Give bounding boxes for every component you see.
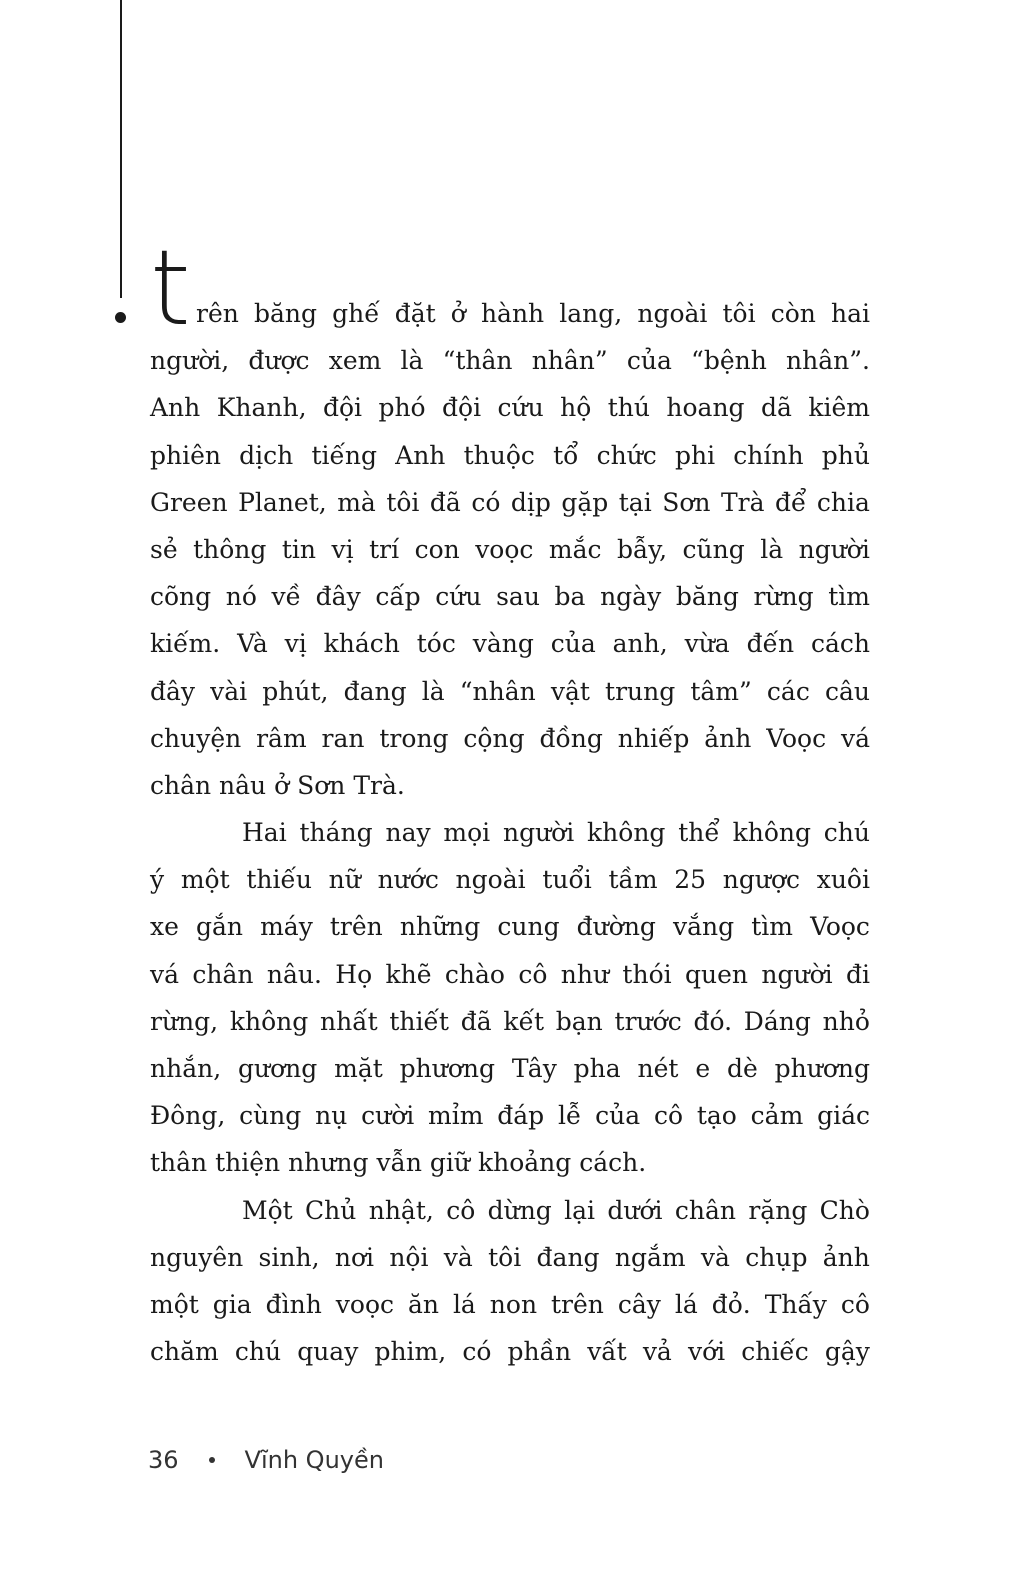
word: một xyxy=(180,865,230,895)
word: chuyện xyxy=(150,723,242,753)
word: cung xyxy=(497,912,560,942)
word: nay xyxy=(385,818,431,848)
word: trí xyxy=(369,534,400,564)
word: “thân xyxy=(442,346,513,376)
word: cứu xyxy=(435,582,482,612)
word: Và xyxy=(237,629,268,659)
text-line xyxy=(150,573,870,620)
word: nguyên xyxy=(150,1242,244,1272)
word: Một xyxy=(242,1195,293,1225)
word: đã xyxy=(460,1006,492,1036)
word: tìm xyxy=(751,912,793,942)
word: Đông, xyxy=(150,1101,226,1131)
text-line xyxy=(150,1187,870,1234)
word: với xyxy=(687,1337,726,1367)
word: phó xyxy=(378,393,426,423)
word: tôi xyxy=(488,1242,522,1272)
word: nụ xyxy=(315,1101,348,1131)
word: anh, xyxy=(612,629,668,659)
word: ăn xyxy=(407,1289,439,1319)
word: nhiếp xyxy=(617,723,690,753)
word: trên xyxy=(551,1289,604,1319)
word: cười xyxy=(361,1101,415,1131)
word: vị xyxy=(331,534,354,564)
word: máy xyxy=(260,912,313,942)
word: ở xyxy=(450,299,466,328)
word: nhật, xyxy=(368,1195,434,1225)
word: cảm xyxy=(750,1101,804,1131)
word: ngược xyxy=(722,865,801,895)
word: Sơn xyxy=(662,487,711,517)
word: là xyxy=(421,676,445,706)
word: dịch xyxy=(239,440,294,470)
text-line xyxy=(150,337,870,384)
word: tôi xyxy=(386,487,420,517)
text-line xyxy=(150,903,870,950)
word: Anh xyxy=(150,393,201,423)
word: đã xyxy=(429,487,461,517)
word: ran xyxy=(321,723,365,753)
word: đường xyxy=(576,912,656,942)
drop-cap: t xyxy=(150,227,191,349)
word: phần xyxy=(507,1337,572,1367)
word: Planet, xyxy=(238,487,327,517)
word: 25 xyxy=(674,865,707,895)
word: Thấy xyxy=(764,1289,827,1319)
word: Green xyxy=(150,487,228,517)
page-footer xyxy=(148,1446,384,1474)
word: lễ xyxy=(557,1101,582,1131)
word: dịp xyxy=(510,487,551,517)
word: xuôi xyxy=(816,865,870,895)
word: bẫy, xyxy=(616,534,668,564)
word: đáp xyxy=(497,1101,545,1131)
word: chiếc xyxy=(741,1337,809,1367)
word: trong xyxy=(379,723,449,753)
text-line xyxy=(150,432,870,479)
word: tin xyxy=(281,534,317,564)
word: vất xyxy=(587,1337,627,1367)
word: vàng xyxy=(472,629,534,659)
word: trung xyxy=(605,676,676,706)
word: kết xyxy=(503,1006,544,1036)
text-line xyxy=(150,1092,870,1139)
word: cộng xyxy=(463,723,525,753)
word: cõng xyxy=(150,582,212,612)
word: cô xyxy=(518,959,548,989)
word: đây xyxy=(315,582,361,612)
word: Anh xyxy=(395,440,446,470)
word: dã xyxy=(760,393,792,423)
text-line xyxy=(150,998,870,1045)
word: rặng xyxy=(748,1195,808,1225)
word: chào xyxy=(444,959,505,989)
word: hai xyxy=(830,299,870,328)
word: băng xyxy=(253,299,317,328)
word: quay xyxy=(297,1337,359,1367)
word: “bệnh xyxy=(691,346,767,376)
word: đi xyxy=(845,959,870,989)
word: đỏ. xyxy=(711,1289,751,1319)
word: cấp xyxy=(375,582,421,612)
text-line xyxy=(150,1234,870,1281)
word: thiếu xyxy=(246,865,312,895)
word: phương xyxy=(774,1054,870,1083)
word: cách xyxy=(810,629,870,659)
word: và xyxy=(700,1242,730,1272)
word: nhỏ xyxy=(822,1006,870,1036)
word: câu xyxy=(824,676,870,706)
word: ý xyxy=(150,865,165,895)
word: ngắm xyxy=(614,1242,686,1272)
word: Voọc xyxy=(810,912,870,942)
word: nội xyxy=(389,1242,429,1272)
word: nhắn, xyxy=(150,1054,222,1083)
word: thói xyxy=(622,959,672,989)
word: đây xyxy=(150,676,196,706)
word: nơi xyxy=(334,1242,374,1272)
word: xem xyxy=(328,346,382,376)
word: người xyxy=(798,534,870,564)
word: chân xyxy=(192,959,254,989)
word: dè xyxy=(726,1054,758,1083)
text-line xyxy=(150,620,870,667)
word: đồng xyxy=(539,723,603,753)
word: đang xyxy=(536,1242,600,1272)
word: lang, xyxy=(559,299,623,328)
word: người xyxy=(761,959,833,989)
word: đặt xyxy=(394,299,436,328)
word: non xyxy=(489,1289,538,1319)
word: những xyxy=(399,912,481,942)
word: cùng xyxy=(239,1101,302,1131)
word: không xyxy=(732,818,811,848)
word: cô xyxy=(446,1195,476,1225)
word: bạn xyxy=(555,1006,603,1036)
word: người, xyxy=(150,346,230,376)
word: hoang xyxy=(666,393,745,423)
word: kiêm xyxy=(808,393,870,423)
word: quen xyxy=(684,959,748,989)
word: con xyxy=(414,534,460,564)
word: đội xyxy=(442,393,482,423)
word: tâm” xyxy=(690,676,752,706)
word: cây xyxy=(617,1289,661,1319)
word: như xyxy=(560,959,610,989)
word: Tây xyxy=(511,1054,557,1083)
word: tiếng xyxy=(311,440,377,470)
word: là xyxy=(760,534,784,564)
word: và xyxy=(443,1242,473,1272)
word: nét xyxy=(637,1054,679,1083)
word: lá xyxy=(674,1289,698,1319)
word: dừng xyxy=(487,1195,552,1225)
word: Chủ xyxy=(305,1195,357,1225)
word: dưới xyxy=(607,1195,663,1225)
text-line: thân thiện nhưng vẫn giữ khoảng cách. xyxy=(150,1148,647,1178)
word: về xyxy=(271,582,302,612)
word: của xyxy=(595,1101,641,1131)
word: vật xyxy=(550,676,590,706)
word: tuổi xyxy=(542,865,592,895)
word: xe xyxy=(150,912,179,942)
word: tại xyxy=(618,487,652,517)
word: sẻ xyxy=(150,534,178,564)
word: đình xyxy=(265,1289,322,1319)
word: mặt xyxy=(334,1054,383,1083)
word: tóc xyxy=(416,629,456,659)
word: vắng xyxy=(673,912,735,942)
word: tìm xyxy=(828,582,870,612)
word: cũng xyxy=(682,534,745,564)
word: cô xyxy=(840,1289,870,1319)
word: e xyxy=(695,1054,711,1083)
word: râm xyxy=(256,723,307,753)
body-text xyxy=(150,290,870,1375)
word: chân xyxy=(674,1195,737,1225)
word: tổ xyxy=(553,440,579,470)
page-number: 36 xyxy=(148,1446,179,1474)
word: giác xyxy=(817,1101,870,1131)
word: đó. xyxy=(693,1006,733,1036)
word: vài xyxy=(210,676,248,706)
word: kiếm. xyxy=(150,629,221,659)
word: nó xyxy=(225,582,257,612)
word: băng xyxy=(675,582,739,612)
word: nhân” xyxy=(531,346,608,376)
word: phương xyxy=(399,1054,495,1083)
word: tầm xyxy=(608,865,658,895)
word: gắn xyxy=(195,912,243,942)
word: Voọc xyxy=(766,723,827,753)
word: voọc xyxy=(335,1289,395,1319)
word: chia xyxy=(816,487,870,517)
text-line: chân nâu ở Sơn Trà. xyxy=(150,770,405,800)
text-line xyxy=(150,1281,870,1328)
word: vừa xyxy=(684,629,730,659)
word: một xyxy=(150,1289,199,1319)
word: phim, xyxy=(374,1337,447,1367)
word: mà xyxy=(337,487,376,517)
word: thiết xyxy=(389,1006,449,1036)
word: còn xyxy=(770,299,816,328)
word: mọi xyxy=(443,818,491,848)
word: vá xyxy=(840,723,870,753)
word: của xyxy=(550,629,596,659)
word: thể xyxy=(678,818,720,848)
word: nữ xyxy=(328,865,361,895)
word: chức xyxy=(596,440,657,470)
text-line xyxy=(150,479,870,526)
word: Trà xyxy=(720,487,765,517)
word: trên xyxy=(329,912,383,942)
word: phiên xyxy=(150,440,221,470)
word: hành xyxy=(480,299,545,328)
word: trước xyxy=(614,1006,682,1036)
word: ngoài xyxy=(455,865,526,895)
word: ảnh xyxy=(822,1242,870,1272)
word: chăm xyxy=(150,1337,219,1367)
margin-rule xyxy=(120,0,122,298)
text-line xyxy=(150,1328,870,1375)
text-line xyxy=(150,384,870,431)
text-line xyxy=(150,715,870,762)
text-line xyxy=(150,290,870,337)
word: chú xyxy=(823,818,870,848)
word: Dáng xyxy=(743,1006,811,1036)
word: gia xyxy=(212,1289,252,1319)
word: gương xyxy=(238,1054,318,1083)
word: người xyxy=(502,818,575,848)
word: được xyxy=(248,346,310,376)
word: rên xyxy=(196,299,239,328)
word: nhân”. xyxy=(786,346,870,376)
text-line xyxy=(150,809,870,856)
word: của xyxy=(626,346,672,376)
text-line xyxy=(150,526,870,573)
word: tháng xyxy=(299,818,373,848)
word: sinh, xyxy=(258,1242,320,1272)
word: Hai xyxy=(242,818,287,848)
word: rừng xyxy=(753,582,814,612)
word: chính xyxy=(733,440,804,470)
word: hộ xyxy=(560,393,592,423)
author-name: Vĩnh Quyền xyxy=(244,1446,384,1474)
word: vả xyxy=(642,1337,672,1367)
word: để xyxy=(774,487,807,517)
word: cô xyxy=(653,1101,684,1131)
word: thú xyxy=(607,393,650,423)
word: sau xyxy=(496,582,540,612)
word: nhất xyxy=(320,1006,378,1036)
word: tôi xyxy=(722,299,756,328)
word: đội xyxy=(322,393,363,423)
text-line xyxy=(150,951,870,998)
word: Khanh, xyxy=(216,393,307,423)
bullet-mark xyxy=(115,312,126,323)
word: lại xyxy=(564,1195,596,1225)
word: ảnh xyxy=(704,723,752,753)
word: là xyxy=(400,346,424,376)
word: nước xyxy=(377,865,439,895)
word: “nhân xyxy=(459,676,536,706)
word: rừng, xyxy=(150,1006,219,1036)
word: Chò xyxy=(819,1195,870,1225)
word: chú xyxy=(234,1337,282,1367)
word: pha xyxy=(573,1054,621,1083)
word: lá xyxy=(452,1289,476,1319)
word: ngày xyxy=(600,582,662,612)
word: có xyxy=(471,487,501,517)
text-line xyxy=(150,856,870,903)
word: thông xyxy=(193,534,267,564)
word: phút, xyxy=(262,676,329,706)
word: ba xyxy=(554,582,586,612)
word: có xyxy=(462,1337,492,1367)
word: không xyxy=(587,818,666,848)
word: không xyxy=(229,1006,309,1036)
word: phủ xyxy=(821,440,870,470)
word: gặp xyxy=(561,487,609,517)
word: vá xyxy=(150,959,180,989)
word: cứu xyxy=(497,393,544,423)
word: thuộc xyxy=(463,440,535,470)
word: gậy xyxy=(824,1337,870,1367)
word: nâu. xyxy=(266,959,322,989)
word: Họ xyxy=(335,959,373,989)
text-line xyxy=(150,668,870,715)
word: mỉm xyxy=(428,1101,484,1131)
word: đến xyxy=(746,629,795,659)
word: ghế xyxy=(332,299,380,328)
footer-separator-dot xyxy=(209,1457,215,1463)
word: vị xyxy=(284,629,307,659)
word: đang xyxy=(343,676,407,706)
word: phi xyxy=(674,440,716,470)
word: mắc xyxy=(548,534,602,564)
word: tạo xyxy=(696,1101,737,1131)
word: ngoài xyxy=(637,299,708,328)
word: voọc xyxy=(475,534,534,564)
word: các xyxy=(766,676,810,706)
word: khẽ xyxy=(385,959,432,989)
text-line xyxy=(150,1045,870,1092)
word: chụp xyxy=(745,1242,808,1272)
word: khách xyxy=(323,629,400,659)
